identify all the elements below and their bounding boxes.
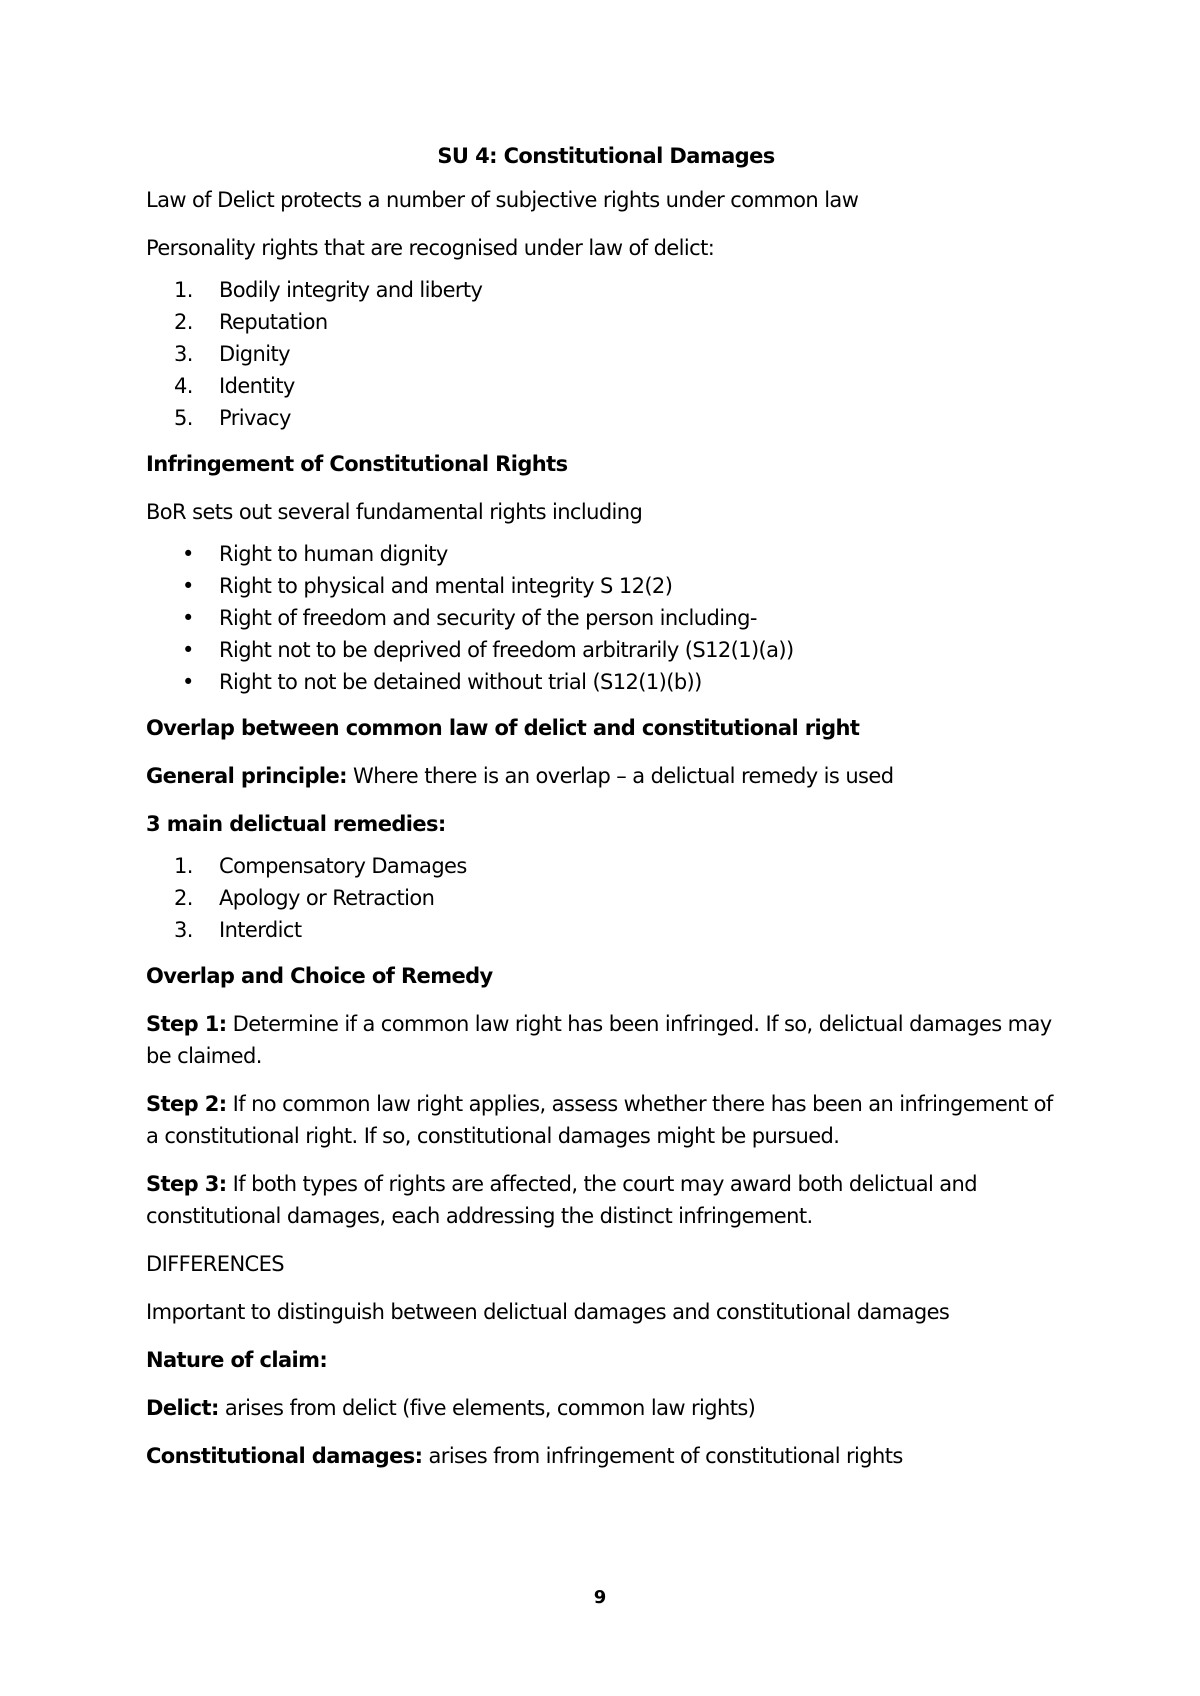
list-item: 2. Reputation <box>174 310 328 334</box>
list-item: 4. Identity <box>174 374 295 398</box>
list-item: 3. Dignity <box>174 342 290 366</box>
list-item: • Right to human dignity <box>146 538 1066 570</box>
bullet-icon: • <box>182 574 194 598</box>
bullet-icon: • <box>182 606 194 630</box>
choice-heading: Overlap and Choice of Remedy <box>146 964 493 988</box>
intro-paragraph: Law of Delict protects a number of subjective rights under common law <box>146 188 859 212</box>
differences-intro: Important to distinguish between delictual damages and constitutional damages <box>146 1300 950 1324</box>
list-item: • Right not to be deprived of freedom arbitrarily (S12(1)(a)) <box>146 634 1066 666</box>
list-item: • Right of freedom and security of the person including- <box>146 602 1066 634</box>
remedies-list <box>146 850 1066 946</box>
bullet-icon: • <box>182 638 194 662</box>
list-item: 1. Compensatory Damages <box>174 854 467 878</box>
bor-rights-list <box>146 538 1066 698</box>
general-principle: General principle: Where there is an overlap – a delictual remedy is used <box>146 764 894 788</box>
bullet-icon: • <box>182 670 194 694</box>
step-paragraph: Step 1: Determine if a common law right has been infringed. If so, delictual damages may be claimed. <box>146 1012 1052 1068</box>
list-item: 5. Privacy <box>174 406 291 430</box>
page-number: 9 <box>593 1587 607 1608</box>
constitutional-paragraph: Constitutional damages: arises from infringement of constitutional rights <box>146 1444 903 1468</box>
bor-intro: BoR sets out several fundamental rights including <box>146 500 643 524</box>
nature-heading: Nature of claim: <box>146 1348 328 1372</box>
list-item: 3. Interdict <box>174 918 302 942</box>
step-paragraph: Step 2: If no common law right applies, assess whether there has been an infringement of a constitutional right. If so, constitutional damages might be pursued. <box>146 1092 1053 1148</box>
infringement-heading: Infringement of Constitutional Rights <box>146 452 568 476</box>
personality-rights-list <box>146 274 1066 434</box>
list-item: • Right to physical and mental integrity S 12(2) <box>146 570 1066 602</box>
list-item: • Right to not be detained without trial (S12(1)(b)) <box>146 666 1066 698</box>
differences-heading: DIFFERENCES <box>146 1252 285 1276</box>
delict-paragraph: Delict: arises from delict (five elements, common law rights) <box>146 1396 756 1420</box>
list-item: 2. Apology or Retraction <box>174 886 435 910</box>
bullet-icon: • <box>182 542 194 566</box>
list-item: 1. Bodily integrity and liberty <box>174 278 483 302</box>
document-page <box>146 140 1066 1488</box>
overlap-heading: Overlap between common law of delict and constitutional right <box>146 716 860 740</box>
remedies-heading: 3 main delictual remedies: <box>146 812 446 836</box>
step-paragraph: Step 3: If both types of rights are affected, the court may award both delictual and constitutional damages, each addressing the distinct infringement. <box>146 1172 977 1228</box>
page-title: SU 4: Constitutional Damages <box>437 144 775 168</box>
personality-intro: Personality rights that are recognised under law of delict: <box>146 236 715 260</box>
